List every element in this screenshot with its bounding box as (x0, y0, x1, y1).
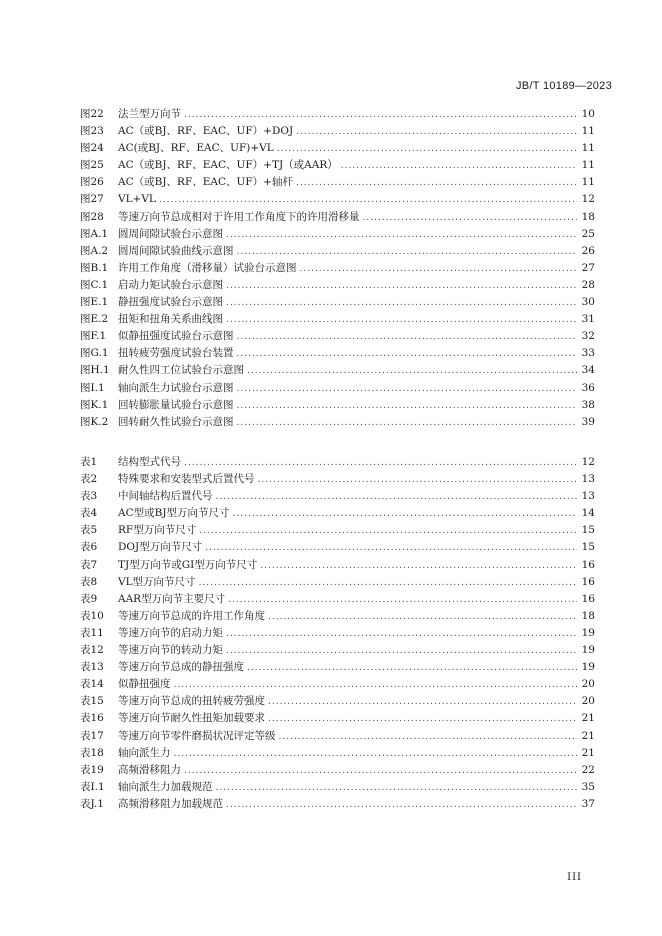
dot-leader (237, 247, 578, 257)
dot-leader (226, 281, 577, 291)
dot-leader (237, 418, 578, 428)
table-entry[interactable] (80, 745, 595, 762)
dot-leader (247, 663, 577, 673)
dot-leader (300, 264, 578, 274)
table-entry[interactable] (80, 574, 595, 591)
figure-entry[interactable] (80, 362, 595, 379)
page-number: 18 (581, 210, 595, 223)
figure-entry[interactable] (80, 345, 595, 362)
page-number: 21 (581, 712, 595, 725)
figure-title: 似静扭强度试验台示意图 (118, 330, 234, 343)
figure-number: 图K.2 (80, 415, 109, 428)
page-number: 37 (581, 797, 595, 810)
table-entry[interactable] (80, 659, 595, 676)
figure-number: 图A.2 (80, 244, 109, 257)
dot-leader (226, 800, 577, 810)
dot-leader (226, 629, 577, 639)
table-title: 等速万向节的启动力矩 (118, 626, 223, 639)
page-number: 16 (581, 592, 595, 605)
table-title: 等速万向节总成的扭转疲劳强度 (118, 695, 265, 708)
page-number: 31 (581, 313, 595, 326)
table-entry[interactable] (80, 710, 595, 727)
dot-leader (237, 332, 578, 342)
table-title: 似静扭强度 (118, 678, 171, 691)
dot-leader (268, 714, 577, 724)
table-title: AAR型万向节主要尺寸 (118, 592, 226, 605)
dot-leader (226, 315, 577, 325)
table-title: 等速万向节的转动力矩 (118, 644, 223, 657)
figure-entry[interactable] (80, 380, 595, 397)
figure-title: 等速万向节总成相对于许用工作角度下的许用滑移量 (118, 210, 360, 223)
page-number: 32 (581, 330, 595, 343)
table-title: AC型或BJ型万向节尺寸 (118, 507, 230, 520)
table-number: 表13 (80, 661, 104, 674)
dot-leader (233, 509, 577, 519)
figure-title: VL+VL (118, 193, 156, 206)
figure-number: 图E.1 (80, 296, 109, 309)
figure-number: 图G.1 (80, 347, 109, 360)
page-number: 25 (581, 227, 595, 240)
page-number: 27 (581, 261, 595, 274)
table-title: VL型万向节尺寸 (118, 575, 196, 588)
figure-entry[interactable] (80, 243, 595, 260)
page-number: 11 (581, 159, 595, 172)
page-number: 16 (581, 558, 595, 571)
figure-entry[interactable] (80, 123, 595, 140)
figure-number: 图28 (80, 210, 104, 223)
figure-entry[interactable] (80, 311, 595, 328)
table-title: DOJ型万向节尺寸 (118, 541, 203, 554)
figure-entry[interactable] (80, 260, 595, 277)
dot-leader (237, 349, 578, 359)
dot-leader (279, 732, 578, 742)
table-title: 轴向派生力 (118, 746, 171, 759)
figure-title: 回转膨胀量试验台示意图 (118, 398, 234, 411)
figure-number: 图24 (80, 142, 104, 155)
table-entry[interactable] (80, 693, 595, 710)
table-number: 表18 (80, 746, 104, 759)
table-number: 表17 (80, 729, 104, 742)
page-number: 16 (581, 575, 595, 588)
table-entry[interactable] (80, 591, 595, 608)
page-number: 36 (581, 381, 595, 394)
page-number: 13 (581, 473, 595, 486)
figure-entry[interactable] (80, 397, 595, 414)
page-number: 12 (581, 456, 595, 468)
page-number: 28 (581, 278, 595, 291)
dot-leader (268, 697, 577, 707)
dot-leader (247, 366, 577, 376)
figure-list (80, 106, 595, 431)
dot-leader (296, 127, 577, 137)
page-number: 19 (581, 626, 595, 639)
figure-entry[interactable] (80, 157, 595, 174)
figure-title: 圆周间隙试验曲线示意图 (118, 244, 234, 257)
table-title: 高频滑移阻力加载规范 (118, 797, 223, 810)
table-entry[interactable] (80, 522, 595, 539)
figure-title: 回转耐久性试验台示意图 (118, 415, 234, 428)
figure-number: 图K.1 (80, 398, 109, 411)
table-number: 表6 (80, 541, 98, 554)
table-number: 表4 (80, 507, 98, 520)
figure-entry[interactable] (80, 209, 595, 226)
page-number: 39 (581, 415, 595, 428)
page-number: 21 (581, 746, 595, 759)
figure-number: 图26 (80, 176, 104, 189)
page-number: 20 (581, 695, 595, 708)
figure-entry[interactable] (80, 140, 595, 157)
page-number: 33 (581, 347, 595, 360)
page-number: 15 (581, 541, 595, 554)
table-entry[interactable] (80, 471, 595, 488)
dot-leader (159, 195, 577, 205)
page-number: 18 (581, 609, 595, 622)
dot-leader (226, 298, 577, 308)
page-number: 11 (581, 176, 595, 189)
table-title: 等速万向节零件磨损状况评定等级 (118, 729, 276, 742)
table-number: 表7 (80, 558, 98, 571)
figure-number: 图B.1 (80, 261, 109, 274)
dot-leader (184, 110, 577, 120)
dot-leader (216, 783, 578, 793)
table-entry[interactable] (80, 557, 595, 574)
table-number: 表8 (80, 575, 98, 588)
dot-leader (268, 612, 577, 622)
dot-leader (260, 561, 577, 571)
page-folio: III (567, 872, 582, 883)
table-number: 表5 (80, 524, 98, 537)
dot-leader (237, 401, 578, 411)
figure-number: 图25 (80, 159, 104, 172)
table-entry[interactable] (80, 488, 595, 505)
dot-leader (226, 230, 577, 240)
page-number: 22 (581, 763, 595, 776)
figure-entry[interactable] (80, 277, 595, 294)
figure-title: 启动力矩试验台示意图 (118, 278, 223, 291)
figure-number: 图E.2 (80, 313, 109, 326)
table-title: 等速万向节总成的许用工作角度 (118, 609, 265, 622)
dot-leader (296, 178, 577, 188)
dot-leader (258, 475, 578, 485)
page-number: 26 (581, 244, 595, 257)
table-title: 中间轴结构后置代号 (118, 490, 213, 503)
figure-title: AC（或BJ、RF、EAC、UF）+轴杆 (118, 176, 293, 189)
table-title: 特殊要求和安装型式后置代号 (118, 473, 255, 486)
page-number: 35 (581, 780, 595, 793)
page-number: 10 (581, 108, 595, 120)
table-number: 表2 (80, 473, 98, 486)
table-title: 轴向派生力加载规范 (118, 780, 213, 793)
table-title: 等速万向节总成的静扭强度 (118, 661, 244, 674)
table-number: 表J.1 (80, 797, 104, 810)
table-number: 表10 (80, 609, 104, 622)
page-number: 19 (581, 644, 595, 657)
table-title: TJ型万向节或GI型万向节尺寸 (118, 558, 258, 571)
figure-title: 静扭强度试验台示意图 (118, 296, 223, 309)
page-number: 12 (581, 193, 595, 206)
dot-leader (174, 749, 578, 759)
table-title: 结构型式代号 (118, 456, 181, 468)
dot-leader (199, 578, 577, 588)
figure-entry[interactable] (80, 294, 595, 311)
table-number: 表19 (80, 763, 104, 776)
table-entry[interactable] (80, 539, 595, 556)
page-number: 30 (581, 296, 595, 309)
figure-number: 图23 (80, 125, 104, 138)
figure-number: 图C.1 (80, 278, 109, 291)
page-number: 11 (581, 125, 595, 138)
figure-title: AC（或BJ、RF、EAC、UF）+TJ（或AAR） (118, 159, 338, 172)
table-entry[interactable] (80, 454, 595, 471)
dot-leader (363, 213, 578, 223)
table-entry[interactable] (80, 762, 595, 779)
table-number: 表16 (80, 712, 104, 725)
table-number: 表1 (80, 456, 98, 468)
page-number: 19 (581, 661, 595, 674)
table-title: 高频滑移阻力 (118, 763, 181, 776)
table-number: 表14 (80, 678, 104, 691)
table-entry[interactable] (80, 676, 595, 693)
figure-title: 圆周间隙试验台示意图 (118, 227, 223, 240)
figure-number: 图22 (80, 108, 104, 120)
page-number: 15 (581, 524, 595, 537)
page-number: 38 (581, 398, 595, 411)
page-number: 34 (581, 364, 595, 377)
table-number: 表9 (80, 592, 98, 605)
figure-entry[interactable] (80, 414, 595, 431)
table-entry[interactable] (80, 796, 595, 813)
document-number: JB/T 10189—2023 (515, 80, 612, 92)
figure-title: 扭矩和扭角关系曲线图 (118, 313, 223, 326)
table-number: 表15 (80, 695, 104, 708)
table-number: 表3 (80, 490, 98, 503)
figure-title: AC(或BJ、RF、EAC、UF)+VL (118, 142, 274, 155)
table-entry[interactable] (80, 779, 595, 796)
figure-title: AC（或BJ、RF、EAC、UF）+DOJ (118, 125, 294, 138)
table-entry[interactable] (80, 625, 595, 642)
figure-title: 耐久性四工位试验台示意图 (118, 364, 244, 377)
dot-leader (199, 526, 577, 536)
page-number: 21 (581, 729, 595, 742)
dot-leader (216, 492, 578, 502)
dot-leader (226, 646, 577, 656)
page-number: 14 (581, 507, 595, 520)
figure-number: 图I.1 (80, 381, 105, 394)
figure-entry[interactable] (80, 328, 595, 345)
figure-title: 轴向派生力试验台示意图 (118, 381, 234, 394)
figure-entry[interactable] (80, 106, 595, 123)
dot-leader (228, 595, 577, 605)
figure-title: 许用工作角度（滑移量）试验台示意图 (118, 261, 297, 274)
figure-number: 图A.1 (80, 227, 109, 240)
table-entry[interactable] (80, 608, 595, 625)
page-number: 11 (581, 142, 595, 155)
figure-title: 扭转疲劳强度试验台装置 (118, 347, 234, 360)
table-number: 表11 (80, 626, 104, 639)
dot-leader (237, 384, 578, 394)
figure-entry[interactable] (80, 226, 595, 243)
table-number: 表I.1 (80, 780, 105, 793)
dot-leader (184, 766, 577, 776)
figure-entry[interactable] (80, 174, 595, 191)
figure-number: 图F.1 (80, 330, 107, 343)
figure-entry[interactable] (80, 191, 595, 208)
dot-leader (174, 680, 578, 690)
dot-leader (277, 144, 577, 154)
figure-number: 图27 (80, 193, 104, 206)
table-number: 表12 (80, 644, 104, 657)
dot-leader (341, 161, 577, 171)
dot-leader (205, 543, 577, 553)
table-entry[interactable] (80, 642, 595, 659)
table-title: 等速万向节耐久性扭矩加载要求 (118, 712, 265, 725)
dot-leader (184, 458, 577, 468)
figure-title: 法兰型万向节 (118, 108, 181, 120)
figure-number: 图H.1 (80, 364, 110, 377)
table-list (80, 454, 595, 813)
page-number: 13 (581, 490, 595, 503)
table-entry[interactable] (80, 728, 595, 745)
page-number: 20 (581, 678, 595, 691)
table-entry[interactable] (80, 505, 595, 522)
table-title: RF型万向节尺寸 (118, 524, 197, 537)
